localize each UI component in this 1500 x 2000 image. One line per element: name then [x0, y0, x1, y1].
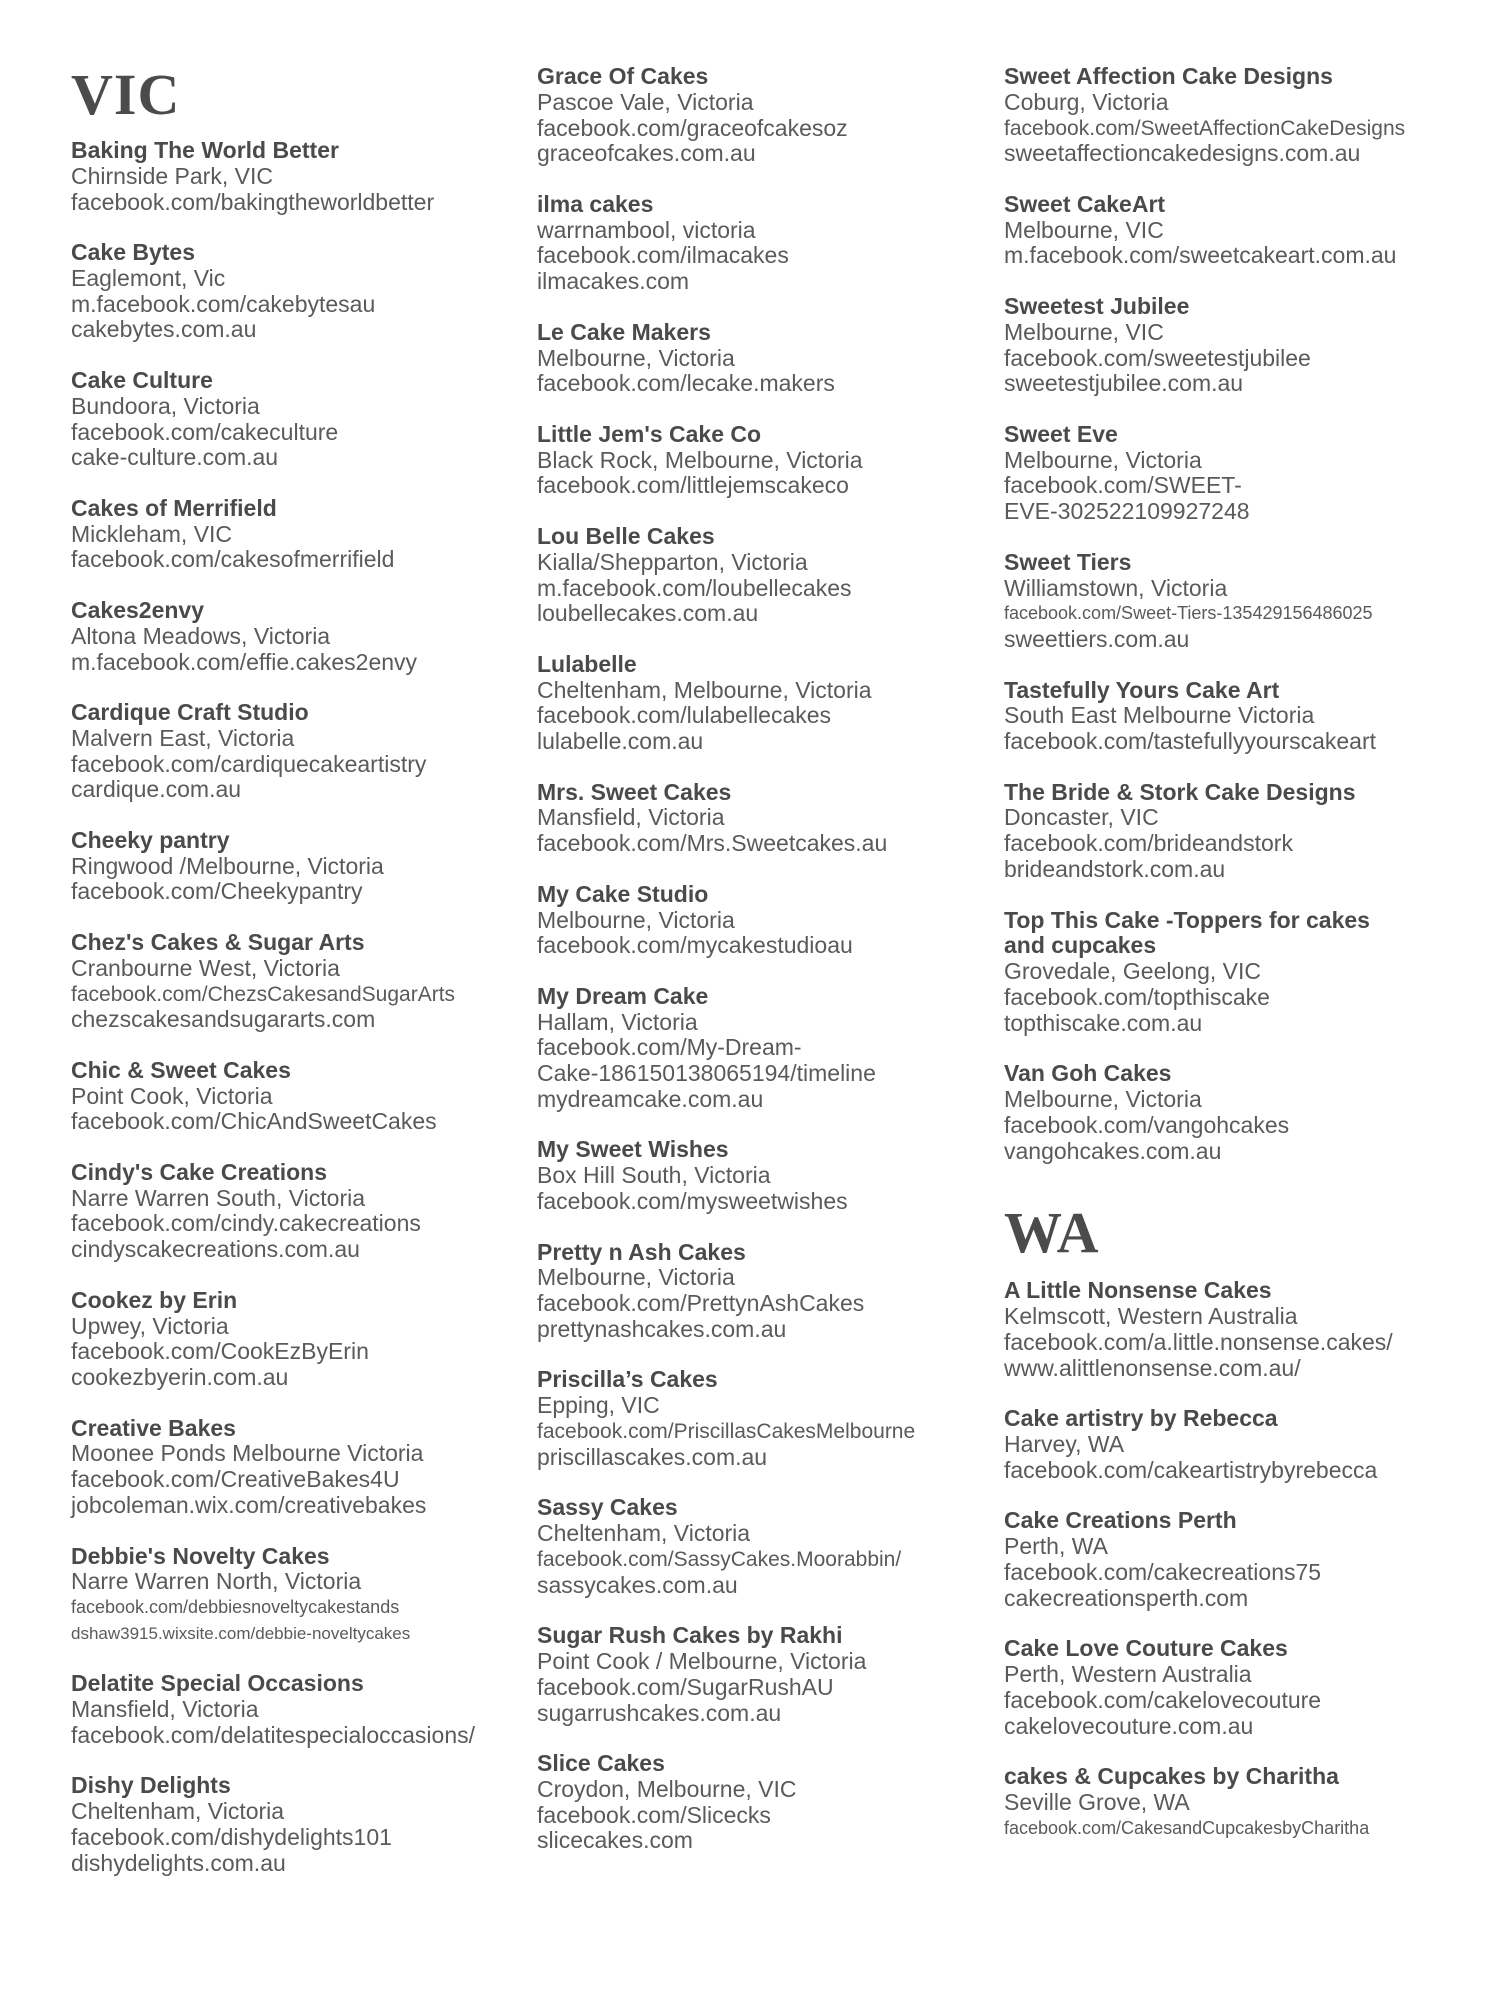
- business-link[interactable]: m.facebook.com/sweetcakeart.com.au: [1004, 242, 1397, 269]
- business-name: My Cake Studio: [537, 880, 709, 907]
- business-location: Melbourne, Victoria: [537, 906, 735, 933]
- business-location: Melbourne, Victoria: [537, 1264, 735, 1291]
- business-name: Sweet Tiers: [1004, 548, 1132, 575]
- listing-entry: [1004, 1061, 1494, 1164]
- business-name: Sweet CakeArt: [1004, 190, 1166, 217]
- business-link[interactable]: sweetestjubilee.com.au: [1004, 370, 1244, 397]
- business-link[interactable]: facebook.com/cakeartistrybyrebecca: [1004, 1456, 1378, 1483]
- business-location: Narre Warren South, Victoria: [71, 1184, 366, 1211]
- business-location: Cranbourne West, Victoria: [71, 954, 340, 981]
- listing-entry: [537, 1751, 999, 1854]
- business-link[interactable]: sugarrushcakes.com.au: [537, 1699, 782, 1726]
- business-link[interactable]: facebook.com/delatitespecialoccasions/: [71, 1721, 476, 1748]
- business-link[interactable]: facebook.com/debbiesnoveltycakestands: [71, 1597, 400, 1618]
- business-link[interactable]: cake-culture.com.au: [71, 444, 279, 471]
- business-link[interactable]: facebook.com/lecake.makers: [537, 370, 835, 397]
- business-link[interactable]: facebook.com/littlejemscakeco: [537, 472, 849, 499]
- business-link[interactable]: facebook.com/SweetAffectionCakeDesigns: [1004, 116, 1406, 140]
- listing-entry: [537, 422, 999, 499]
- business-link[interactable]: facebook.com/a.little.nonsense.cakes/: [1004, 1328, 1393, 1355]
- business-link[interactable]: cakebytes.com.au: [71, 316, 257, 343]
- business-link[interactable]: topthiscake.com.au: [1004, 1009, 1203, 1036]
- business-link[interactable]: cardique.com.au: [71, 776, 242, 803]
- business-location: Black Rock, Melbourne, Victoria: [537, 446, 863, 473]
- business-location: Cheltenham, Melbourne, Victoria: [537, 676, 872, 703]
- listing-entry: [537, 64, 999, 167]
- listing-entry: [1004, 780, 1494, 883]
- listing-entry: [537, 1137, 999, 1214]
- business-location: Cheltenham, Victoria: [71, 1798, 285, 1825]
- business-name: Chez's Cakes & Sugar Arts: [71, 928, 365, 955]
- section-heading-vic: VIC: [71, 62, 181, 127]
- business-location: Altona Meadows, Victoria: [71, 622, 331, 649]
- business-link[interactable]: facebook.com/graceofcakesoz: [537, 114, 848, 141]
- business-location: Point Cook / Melbourne, Victoria: [537, 1647, 867, 1674]
- business-location: Kelmscott, Western Australia: [1004, 1303, 1298, 1330]
- business-location: South East Melbourne Victoria: [1004, 702, 1315, 729]
- business-location: Perth, Western Australia: [1004, 1661, 1252, 1688]
- business-link[interactable]: ilmacakes.com: [537, 268, 690, 295]
- business-location: Grovedale, Geelong, VIC: [1004, 958, 1261, 985]
- business-location: warrnambool, victoria: [537, 216, 756, 243]
- business-location: Doncaster, VIC: [1004, 804, 1159, 831]
- business-name: Cake artistry by Rebecca: [1004, 1405, 1278, 1432]
- business-link[interactable]: facebook.com/Cheekypantry: [71, 878, 363, 905]
- business-link[interactable]: facebook.com/bakingtheworldbetter: [71, 188, 435, 215]
- business-link[interactable]: facebook.com/PriscillasCakesMelbourne: [537, 1420, 916, 1444]
- business-link[interactable]: priscillascakes.com.au: [537, 1443, 768, 1470]
- listing-entry: [537, 1367, 999, 1470]
- business-link[interactable]: mydreamcake.com.au: [537, 1086, 764, 1112]
- business-name: Slice Cakes: [537, 1750, 665, 1777]
- business-name: Sugar Rush Cakes by Rakhi: [537, 1622, 843, 1649]
- business-link[interactable]: facebook.com/CreativeBakes4U: [71, 1466, 400, 1493]
- listing-entry: [71, 138, 526, 215]
- business-name: Mrs. Sweet Cakes: [537, 778, 732, 805]
- business-name: Pretty n Ash Cakes: [537, 1238, 746, 1265]
- business-name: Cake Love Couture Cakes: [1004, 1635, 1288, 1662]
- business-link[interactable]: m.facebook.com/cakebytesau: [71, 290, 376, 317]
- business-name: Dishy Delights: [71, 1772, 231, 1799]
- business-link[interactable]: facebook.com/Mrs.Sweetcakes.au: [537, 830, 888, 857]
- listing-entry: [537, 192, 999, 295]
- column-3: [1004, 0, 1494, 1866]
- business-name: Lulabelle: [537, 650, 637, 677]
- business-link[interactable]: facebook.com/topthiscake: [1004, 983, 1270, 1010]
- business-name: Cheeky pantry: [71, 826, 230, 853]
- business-name: Little Jem's Cake Co: [537, 420, 762, 447]
- business-name: Cindy's Cake Creations: [71, 1158, 327, 1185]
- business-link[interactable]: facebook.com/cakeculture: [71, 418, 339, 445]
- business-link[interactable]: sweetaffectioncakedesigns.com.au: [1004, 140, 1361, 167]
- business-name: Tastefully Yours Cake Art: [1004, 676, 1280, 703]
- business-location: Cheltenham, Victoria: [537, 1520, 751, 1547]
- business-name: Sweet Eve: [1004, 420, 1118, 447]
- column-1: [71, 0, 526, 1901]
- business-link[interactable]: www.alittlenonsense.com.au/: [1004, 1354, 1301, 1381]
- business-link[interactable]: prettynashcakes.com.au: [537, 1315, 787, 1342]
- listing-entry: [537, 882, 999, 959]
- business-location: Ringwood /Melbourne, Victoria: [71, 852, 384, 879]
- business-name: Lou Belle Cakes: [537, 522, 715, 549]
- business-link[interactable]: facebook.com/cakecreations75: [1004, 1558, 1322, 1585]
- column-2: [537, 0, 999, 1879]
- listing-entry: [1004, 550, 1494, 653]
- business-name: Sassy Cakes: [537, 1494, 678, 1521]
- listing-entry: [1004, 64, 1494, 167]
- business-location: Melbourne, VIC: [1004, 216, 1164, 243]
- business-location: Bundoora, Victoria: [71, 392, 260, 419]
- listing-entry: [71, 1544, 526, 1647]
- business-link[interactable]: graceofcakes.com.au: [537, 140, 756, 167]
- business-name: Cake Bytes: [71, 239, 196, 266]
- business-link[interactable]: facebook.com/lulabellecakes: [537, 702, 832, 729]
- business-location: Coburg, Victoria: [1004, 88, 1169, 115]
- business-link[interactable]: facebook.com/cindy.cakecreations: [71, 1210, 421, 1237]
- business-location: Perth, WA: [1004, 1533, 1108, 1560]
- business-link[interactable]: brideandstork.com.au: [1004, 856, 1226, 883]
- listing-entry: [71, 1773, 526, 1876]
- business-name: Sweet Affection Cake Designs: [1004, 63, 1333, 89]
- business-link[interactable]: facebook.com/vangohcakes: [1004, 1111, 1290, 1138]
- business-link[interactable]: m.facebook.com/effie.cakes2envy: [71, 648, 418, 675]
- listing-entry: [71, 240, 526, 343]
- business-link[interactable]: facebook.com/ChicAndSweetCakes: [71, 1108, 437, 1135]
- business-name: My Sweet Wishes: [537, 1136, 729, 1163]
- business-link[interactable]: cookezbyerin.com.au: [71, 1364, 289, 1391]
- listing-entry: [1004, 1764, 1494, 1841]
- listing-entry: [71, 496, 526, 573]
- listing-entry: [71, 1671, 526, 1748]
- business-link[interactable]: facebook.com/cardiquecakeartistry: [71, 750, 427, 777]
- business-name: Cardique Craft Studio: [71, 698, 309, 725]
- business-name: Cookez by Erin: [71, 1286, 238, 1313]
- business-link[interactable]: facebook.com/Slicecks: [537, 1801, 771, 1828]
- business-link[interactable]: facebook.com/CakesandCupcakesbyCharitha: [1004, 1817, 1370, 1838]
- business-name: Grace Of Cakes: [537, 63, 709, 89]
- business-link[interactable]: facebook.com/dishydelights101: [71, 1824, 392, 1851]
- listing-entry: [71, 368, 526, 471]
- business-link[interactable]: cindyscakecreations.com.au: [71, 1236, 360, 1263]
- business-location: Mansfield, Victoria: [71, 1696, 259, 1723]
- business-name: ilma cakes: [537, 190, 654, 217]
- business-link[interactable]: chezscakesandsugararts.com: [71, 1006, 376, 1033]
- business-link[interactable]: sassycakes.com.au: [537, 1571, 738, 1598]
- business-location: Melbourne, Victoria: [537, 344, 735, 371]
- business-link[interactable]: facebook.com/cakelovecouture: [1004, 1686, 1322, 1713]
- business-link[interactable]: slicecakes.com: [537, 1827, 693, 1854]
- listing-entry: [71, 598, 526, 675]
- business-location: Pascoe Vale, Victoria: [537, 88, 754, 115]
- listing-entry: [537, 984, 999, 1113]
- business-location: Chirnside Park, VIC: [71, 162, 273, 189]
- business-name: Chic & Sweet Cakes: [71, 1056, 291, 1083]
- business-location: Eaglemont, Vic: [71, 264, 226, 291]
- business-name: Sweetest Jubilee: [1004, 292, 1190, 319]
- business-link[interactable]: facebook.com/ChezsCakesandSugarArts: [71, 982, 456, 1006]
- business-name: Van Goh Cakes: [1004, 1060, 1172, 1087]
- business-location: Point Cook, Victoria: [71, 1082, 273, 1109]
- business-location: Melbourne, VIC: [1004, 318, 1164, 345]
- listing-entry: [537, 524, 999, 627]
- business-location: Hallam, Victoria: [537, 1008, 698, 1035]
- business-link[interactable]: facebook.com/sweetestjubilee: [1004, 344, 1311, 371]
- business-link[interactable]: vangohcakes.com.au: [1004, 1137, 1222, 1164]
- business-location: Kialla/Shepparton, Victoria: [537, 548, 808, 575]
- listing-entry: [537, 1240, 999, 1343]
- business-link[interactable]: facebook.com/mycakestudioau: [537, 932, 853, 959]
- business-name: Top This Cake -Toppers for cakes: [1004, 906, 1370, 933]
- listing-entry: [1004, 422, 1494, 525]
- business-link[interactable]: facebook.com/SassyCakes.Moorabbin/: [537, 1547, 902, 1571]
- business-location: Epping, VIC: [537, 1392, 660, 1419]
- listing-entry: [1004, 1278, 1494, 1381]
- listing-entry: [1004, 294, 1494, 397]
- business-link[interactable]: EVE-302522109927248: [1004, 498, 1250, 525]
- business-name: My Dream Cake: [537, 982, 709, 1009]
- business-link[interactable]: facebook.com/ilmacakes: [537, 242, 789, 269]
- listing-entry: [537, 780, 999, 857]
- business-link[interactable]: facebook.com/cakesofmerrifield: [71, 546, 395, 573]
- listing-entry: [1004, 908, 1494, 1037]
- business-name: Priscilla’s Cakes: [537, 1366, 718, 1393]
- business-location: Williamstown, Victoria: [1004, 574, 1228, 601]
- business-location: Melbourne, Victoria: [1004, 1086, 1202, 1112]
- listing-entry: [1004, 1508, 1494, 1611]
- business-link[interactable]: facebook.com/PrettynAshCakes: [537, 1290, 865, 1317]
- business-name: cakes & Cupcakes by Charitha: [1004, 1763, 1339, 1790]
- business-location: Moonee Ponds Melbourne Victoria: [71, 1440, 424, 1467]
- business-link[interactable]: Cake-186150138065194/timeline: [537, 1060, 876, 1087]
- business-location: Seville Grove, WA: [1004, 1788, 1190, 1815]
- business-link[interactable]: facebook.com/tastefullyyourscakeart: [1004, 728, 1377, 755]
- business-name: Debbie's Novelty Cakes: [71, 1542, 330, 1569]
- listing-entry: [71, 1416, 526, 1519]
- business-name: Delatite Special Occasions: [71, 1670, 364, 1697]
- business-location: Upwey, Victoria: [71, 1312, 229, 1339]
- listing-entry: [71, 930, 526, 1033]
- business-link[interactable]: jobcoleman.wix.com/creativebakes: [71, 1492, 427, 1519]
- business-name: Creative Bakes: [71, 1414, 236, 1441]
- listing-entry: [1004, 678, 1494, 755]
- listing-entry: [71, 1288, 526, 1391]
- business-link[interactable]: cakecreationsperth.com: [1004, 1584, 1249, 1611]
- business-name: Baking The World Better: [71, 137, 339, 163]
- business-location: Harvey, WA: [1004, 1431, 1125, 1458]
- listing-entry: [1004, 1636, 1494, 1739]
- business-link[interactable]: facebook.com/brideandstork: [1004, 830, 1293, 857]
- listing-entry: [1004, 192, 1494, 269]
- listing-entry: [71, 828, 526, 905]
- section-heading-wa: WA: [1004, 1200, 1100, 1266]
- listing-entry: [1004, 1406, 1494, 1483]
- business-location: Melbourne, Victoria: [1004, 446, 1202, 473]
- business-link[interactable]: facebook.com/mysweetwishes: [537, 1188, 848, 1215]
- listing-entry: [537, 1623, 999, 1726]
- business-link[interactable]: lulabelle.com.au: [537, 728, 704, 755]
- business-location: Mansfield, Victoria: [537, 804, 725, 831]
- business-name: A Little Nonsense Cakes: [1004, 1277, 1272, 1304]
- business-link[interactable]: facebook.com/SugarRushAU: [537, 1673, 834, 1700]
- business-link[interactable]: dshaw3915.wixsite.com/debbie-noveltycakes: [71, 1623, 411, 1643]
- business-link[interactable]: facebook.com/SWEET-: [1004, 472, 1242, 499]
- business-location: Narre Warren North, Victoria: [71, 1568, 362, 1595]
- listing-entry: [71, 1058, 526, 1135]
- business-location: Malvern East, Victoria: [71, 724, 295, 751]
- business-link[interactable]: loubellecakes.com.au: [537, 600, 759, 627]
- listing-entry: [71, 1160, 526, 1263]
- business-link[interactable]: sweettiers.com.au: [1004, 626, 1190, 653]
- business-location: Box Hill South, Victoria: [537, 1162, 771, 1189]
- listing-entry: [537, 320, 999, 397]
- business-location: Croydon, Melbourne, VIC: [537, 1775, 797, 1802]
- business-name: Cake Culture: [71, 366, 213, 393]
- business-name: Le Cake Makers: [537, 318, 711, 345]
- business-name: Cakes of Merrifield: [71, 494, 277, 521]
- listing-entry: [537, 652, 999, 755]
- listing-entry: [537, 1495, 999, 1598]
- business-link[interactable]: m.facebook.com/loubellecakes: [537, 574, 852, 601]
- listing-entry: [71, 700, 526, 803]
- business-link[interactable]: facebook.com/Sweet-Tiers-135429156486025: [1004, 603, 1373, 624]
- business-location: Mickleham, VIC: [71, 520, 233, 547]
- business-link[interactable]: dishydelights.com.au: [71, 1849, 286, 1876]
- business-link[interactable]: facebook.com/CookEzByErin: [71, 1338, 369, 1365]
- business-link[interactable]: cakelovecouture.com.au: [1004, 1712, 1254, 1739]
- business-name: The Bride & Stork Cake Designs: [1004, 778, 1356, 805]
- business-name: Cake Creations Perth: [1004, 1507, 1237, 1534]
- business-name-continued: and cupcakes: [1004, 932, 1157, 959]
- business-link[interactable]: facebook.com/My-Dream-: [537, 1034, 802, 1061]
- business-name: Cakes2envy: [71, 596, 204, 623]
